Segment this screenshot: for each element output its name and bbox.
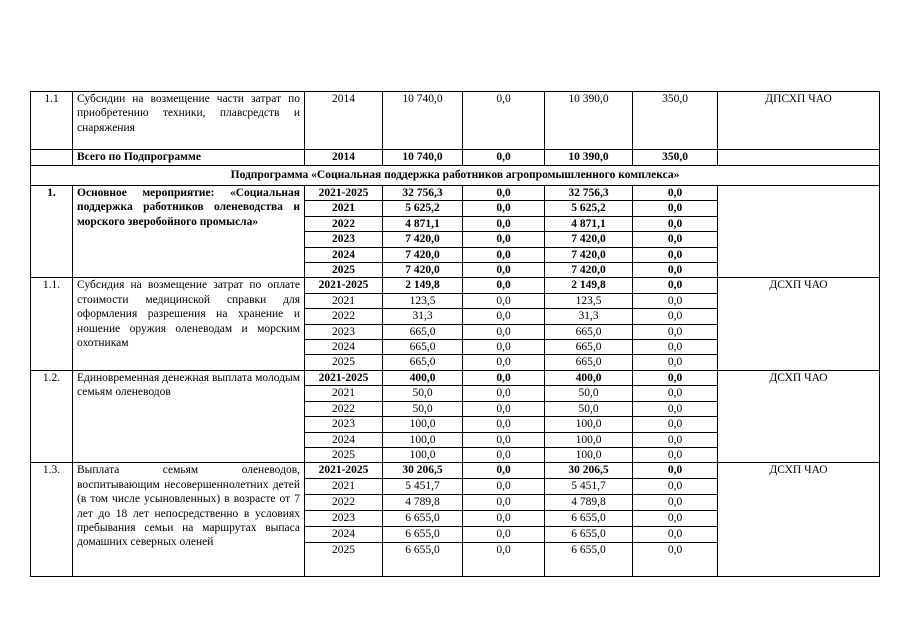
other-cell: 0,0 [633, 432, 718, 447]
federal-cell: 0,0 [463, 201, 545, 216]
total-cell: 7 420,0 [383, 247, 463, 262]
other-cell: 0,0 [633, 247, 718, 262]
other-cell: 0,0 [633, 355, 718, 370]
total-cell: 2 149,8 [383, 278, 463, 293]
other-cell: 0,0 [633, 494, 718, 510]
okrug-cell: 400,0 [545, 370, 633, 385]
federal-cell: 0,0 [463, 324, 545, 339]
row-number: 1.2. [31, 370, 73, 462]
subprogram-row [31, 166, 880, 186]
federal-cell: 0,0 [463, 309, 545, 324]
other-cell: 0,0 [633, 278, 718, 293]
budget-table-body [31, 92, 880, 577]
okrug-cell: 6 655,0 [545, 510, 633, 526]
total-cell: 30 206,5 [383, 463, 463, 478]
okrug-cell: 5 451,7 [545, 478, 633, 494]
total-cell: 123,5 [383, 293, 463, 308]
okrug-cell: 665,0 [545, 355, 633, 370]
other-cell: 0,0 [633, 324, 718, 339]
other-cell: 0,0 [633, 232, 718, 247]
year-cell: 2022 [305, 309, 383, 324]
total-cell: 10 740,0 [383, 92, 463, 150]
total-cell: 50,0 [383, 386, 463, 401]
federal-cell: 0,0 [463, 386, 545, 401]
okrug-cell: 31,3 [545, 309, 633, 324]
total-label: Всего по Подпрограмме [73, 150, 305, 166]
year-cell: 2025 [305, 263, 383, 278]
federal-cell: 0,0 [463, 355, 545, 370]
total-cell: 4 789,8 [383, 494, 463, 510]
okrug-cell: 665,0 [545, 340, 633, 355]
other-cell: 0,0 [633, 542, 718, 576]
total-cell: 100,0 [383, 417, 463, 432]
subprogram-title: Подпрограмма «Социальная поддержка работников агропромышленного комплекса» [31, 166, 880, 186]
row-number [31, 150, 73, 166]
executor-cell: ДПСХП ЧАО [718, 92, 880, 150]
okrug-cell: 100,0 [545, 432, 633, 447]
table-row [31, 278, 880, 293]
year-cell: 2021 [305, 386, 383, 401]
federal-cell: 0,0 [463, 417, 545, 432]
federal-cell: 0,0 [463, 463, 545, 478]
measure-description: Субсидия на возмещение затрат по оплате стоимости медицинской справки для оформления разрешения на хранение и ношение оружия оленеводам и морским охотникам [73, 278, 305, 370]
other-cell: 0,0 [633, 309, 718, 324]
other-cell: 0,0 [633, 216, 718, 231]
row-number: 1.1 [31, 92, 73, 150]
row-number: 1. [31, 186, 73, 278]
okrug-cell: 100,0 [545, 417, 633, 432]
okrug-cell: 32 756,3 [545, 186, 633, 201]
other-cell: 0,0 [633, 478, 718, 494]
okrug-cell: 2 149,8 [545, 278, 633, 293]
year-cell: 2025 [305, 355, 383, 370]
year-cell: 2024 [305, 432, 383, 447]
okrug-cell: 665,0 [545, 324, 633, 339]
total-cell: 6 655,0 [383, 542, 463, 576]
total-row [31, 150, 880, 166]
federal-cell: 0,0 [463, 494, 545, 510]
federal-cell: 0,0 [463, 263, 545, 278]
okrug-cell: 7 420,0 [545, 247, 633, 262]
year-cell: 2021-2025 [305, 186, 383, 201]
other-cell: 0,0 [633, 293, 718, 308]
total-cell: 10 740,0 [383, 150, 463, 166]
total-cell: 7 420,0 [383, 263, 463, 278]
total-cell: 6 655,0 [383, 510, 463, 526]
total-cell: 665,0 [383, 324, 463, 339]
other-cell: 0,0 [633, 186, 718, 201]
other-cell: 0,0 [633, 447, 718, 462]
total-cell: 100,0 [383, 432, 463, 447]
okrug-cell: 123,5 [545, 293, 633, 308]
total-cell: 100,0 [383, 447, 463, 462]
table-row [31, 370, 880, 385]
year-cell: 2023 [305, 417, 383, 432]
other-cell: 0,0 [633, 417, 718, 432]
federal-cell: 0,0 [463, 478, 545, 494]
executor-cell [718, 150, 880, 166]
other-cell: 350,0 [633, 92, 718, 150]
year-cell: 2021 [305, 293, 383, 308]
executor-cell: ДСХП ЧАО [718, 370, 880, 462]
other-cell: 0,0 [633, 510, 718, 526]
federal-cell: 0,0 [463, 186, 545, 201]
total-cell: 31,3 [383, 309, 463, 324]
year-cell: 2022 [305, 401, 383, 416]
total-cell: 5 451,7 [383, 478, 463, 494]
okrug-cell: 7 420,0 [545, 232, 633, 247]
total-cell: 665,0 [383, 340, 463, 355]
federal-cell: 0,0 [463, 150, 545, 166]
federal-cell: 0,0 [463, 447, 545, 462]
federal-cell: 0,0 [463, 526, 545, 542]
federal-cell: 0,0 [463, 216, 545, 231]
year-cell: 2024 [305, 247, 383, 262]
executor-cell: ДСХП ЧАО [718, 463, 880, 576]
okrug-cell: 6 655,0 [545, 526, 633, 542]
federal-cell: 0,0 [463, 278, 545, 293]
measure-description: Выплата семьям оленеводов, воспитывающим несовершеннолетних детей (в том числе усыновленных) в возрасте от 7 лет до 18 лет непосредственно в условиях пребывания семьи на маршрутах выпаса домашних северных оленей [73, 463, 305, 576]
other-cell: 350,0 [633, 150, 718, 166]
year-cell: 2022 [305, 216, 383, 231]
year-cell: 2014 [305, 150, 383, 166]
row-number: 1.1. [31, 278, 73, 370]
okrug-cell: 10 390,0 [545, 92, 633, 150]
federal-cell: 0,0 [463, 432, 545, 447]
federal-cell: 0,0 [463, 510, 545, 526]
other-cell: 0,0 [633, 201, 718, 216]
year-cell: 2025 [305, 542, 383, 576]
other-cell: 0,0 [633, 370, 718, 385]
total-cell: 50,0 [383, 401, 463, 416]
year-cell: 2024 [305, 526, 383, 542]
executor-cell [718, 186, 880, 278]
total-cell: 400,0 [383, 370, 463, 385]
year-cell: 2021-2025 [305, 463, 383, 478]
year-cell: 2023 [305, 510, 383, 526]
measure-description: Субсидии на возмещение части затрат по приобретению техники, плавсредств и снаряжения [73, 92, 305, 150]
okrug-cell: 4 871,1 [545, 216, 633, 231]
okrug-cell: 30 206,5 [545, 463, 633, 478]
okrug-cell: 4 789,8 [545, 494, 633, 510]
measure-description: Единовременная денежная выплата молодым семьям оленеводов [73, 370, 305, 462]
okrug-cell: 5 625,2 [545, 201, 633, 216]
federal-cell: 0,0 [463, 370, 545, 385]
total-cell: 5 625,2 [383, 201, 463, 216]
year-cell: 2014 [305, 92, 383, 150]
year-cell: 2021 [305, 201, 383, 216]
total-cell: 4 871,1 [383, 216, 463, 231]
okrug-cell: 6 655,0 [545, 542, 633, 576]
other-cell: 0,0 [633, 263, 718, 278]
federal-cell: 0,0 [463, 340, 545, 355]
okrug-cell: 7 420,0 [545, 263, 633, 278]
total-cell: 665,0 [383, 355, 463, 370]
row-number: 1.3. [31, 463, 73, 576]
federal-cell: 0,0 [463, 293, 545, 308]
total-cell: 7 420,0 [383, 232, 463, 247]
other-cell: 0,0 [633, 340, 718, 355]
okrug-cell: 50,0 [545, 386, 633, 401]
year-cell: 2021 [305, 478, 383, 494]
table-row [31, 463, 880, 478]
other-cell: 0,0 [633, 401, 718, 416]
budget-table [30, 91, 880, 577]
other-cell: 0,0 [633, 463, 718, 478]
year-cell: 2023 [305, 324, 383, 339]
measure-description: Основное мероприятие: «Социальная поддержка работников оленеводства и морского зверобойного промысла» [73, 186, 305, 278]
year-cell: 2024 [305, 340, 383, 355]
year-cell: 2021-2025 [305, 370, 383, 385]
executor-cell: ДСХП ЧАО [718, 278, 880, 370]
year-cell: 2023 [305, 232, 383, 247]
federal-cell: 0,0 [463, 247, 545, 262]
other-cell: 0,0 [633, 386, 718, 401]
total-cell: 6 655,0 [383, 526, 463, 542]
year-cell: 2025 [305, 447, 383, 462]
year-cell: 2022 [305, 494, 383, 510]
year-cell: 2021-2025 [305, 278, 383, 293]
federal-cell: 0,0 [463, 401, 545, 416]
table-row [31, 92, 880, 150]
federal-cell: 0,0 [463, 92, 545, 150]
okrug-cell: 100,0 [545, 447, 633, 462]
federal-cell: 0,0 [463, 232, 545, 247]
federal-cell: 0,0 [463, 542, 545, 576]
okrug-cell: 10 390,0 [545, 150, 633, 166]
table-row [31, 186, 880, 201]
other-cell: 0,0 [633, 526, 718, 542]
okrug-cell: 50,0 [545, 401, 633, 416]
total-cell: 32 756,3 [383, 186, 463, 201]
